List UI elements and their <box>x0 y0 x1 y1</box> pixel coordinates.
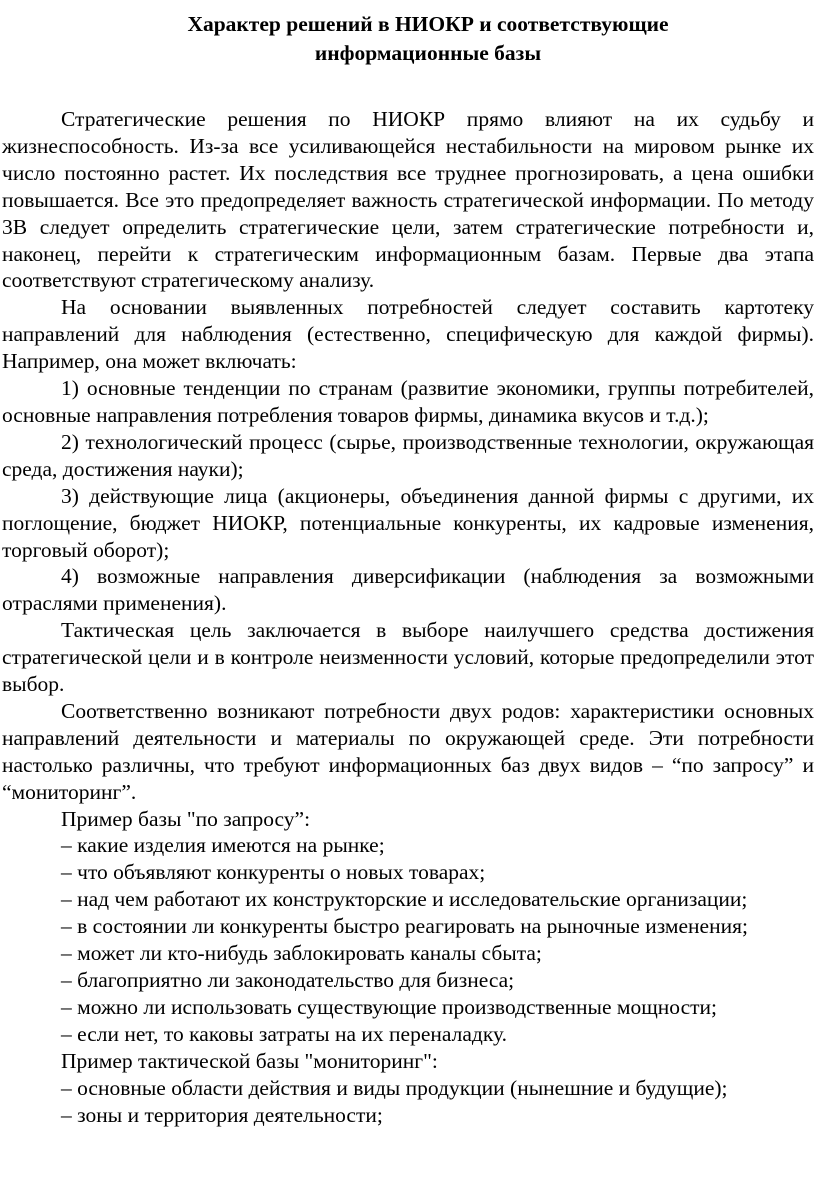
query-item: – какие изделия имеются на рынке; <box>61 833 385 858</box>
title-line-2: информационные базы <box>314 41 542 65</box>
query-item: – над чем работают их конструкторские и исследовательские организации; <box>61 887 748 912</box>
paragraph-two-needs: Соответственно возникают потребности двух родов: характеристики основных направлений деятельности и материалы по окружающей среде. Эти потребности настолько различны, что требуют информационных баз двух видов – “по запросу” и “мониторинг”. <box>2 698 814 804</box>
query-item: – может ли кто-нибудь заблокировать каналы сбыта; <box>61 941 542 966</box>
paragraph-strategic-decisions: Стратегические решения по НИОКР прямо влияют на их судьбу и жизнеспособность. Из-за все усиливающейся нестабильности на мировом рынке их число постоянно растет. Их последствия все труднее прогнозировать, а цена ошибки повышается. Все это предопределяет важность стратегической информации. По методу 3В следует определить стратегические цели, затем стратегические потребности и, наконец, перейти к стратегическим информационным базам. Первые два этапа соответствуют стратегическому анализу. <box>2 107 814 293</box>
title-line-1: Характер решений в НИОКР и соответствующие <box>187 12 669 36</box>
paragraph-observation-file: На основании выявленных потребностей следует составить картотеку направлений для наблюдения (естественно, специфическую для каждой фирмы). Например, она может включать: <box>2 295 814 374</box>
document-title <box>2 10 814 68</box>
query-base-heading: Пример базы "по запросу”: <box>61 806 311 831</box>
query-item: – можно ли использовать существующие производственные мощности; <box>61 994 718 1019</box>
list-item-actors: 3) действующие лица (акционеры, объединения данной фирмы с другими, их поглощение, бюджет НИОКР, потенциальные конкуренты, их кадровые изменения, торговый оборот); <box>2 483 814 562</box>
list-item-diversification: 4) возможные направления диверсификации (наблюдения за возможными отраслями применения). <box>2 564 814 616</box>
query-item: – благоприятно ли законодательство для бизнеса; <box>61 968 515 992</box>
list-item-trends: 1) основные тенденции по странам (развитие экономики, группы потребителей, основные направления потребления товаров фирмы, динамика вкусов и т.д.); <box>2 376 814 427</box>
query-item: – что объявляют конкуренты о новых товарах; <box>61 860 486 885</box>
monitoring-base-heading: Пример тактической базы "мониторинг": <box>61 1048 438 1073</box>
monitoring-item: – зоны и территория деятельности; <box>61 1102 383 1127</box>
query-item: – если нет, то каковы затраты на их переналадку. <box>61 1021 507 1046</box>
paragraph-tactical-goal: Тактическая цель заключается в выборе наилучшего средства достижения стратегической цели и в контроле неизменности условий, которые предопределили этот выбор. <box>2 618 814 697</box>
query-item: – в состоянии ли конкуренты быстро реагировать на рыночные изменения; <box>61 914 748 939</box>
list-item-technology: 2) технологический процесс (сырье, производственные технологии, окружающая среда, достижения науки); <box>2 429 814 481</box>
monitoring-item: – основные области действия и виды продукции (нынешние и будущие); <box>61 1075 728 1100</box>
